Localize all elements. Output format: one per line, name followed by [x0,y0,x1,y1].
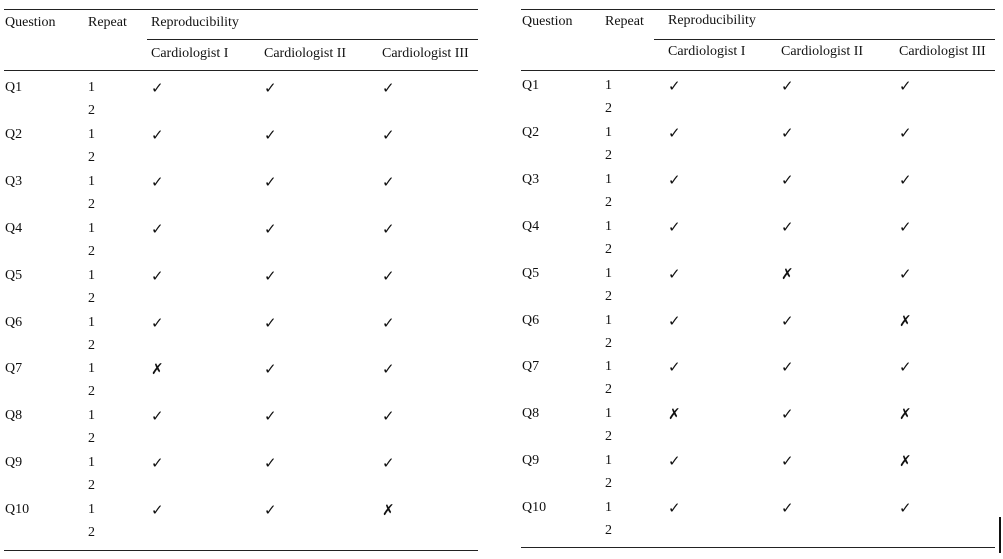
cardiologist-1-mark: ✓ [151,501,164,520]
header-cardiologist-1: Cardiologist I [151,46,229,61]
cardiologist-1-mark: ✓ [668,264,681,283]
cardiologist-1-mark: ✓ [668,217,681,236]
repeat-2: 2 [605,523,612,539]
question-label: Q7 [522,359,540,375]
repeat-1: 1 [605,500,612,516]
question-label: Q1 [522,78,540,93]
repeat-1: 1 [88,361,95,377]
question-label: Q6 [522,312,540,328]
cardiologist-3-mark: ✓ [899,77,912,95]
cardiologist-2-mark: ✓ [781,499,794,518]
cardiologist-3-mark: ✓ [382,266,395,285]
cardiologist-3-mark: ✗ [899,452,912,471]
repeat-1: 1 [88,267,95,283]
header-bottom-rule [521,70,995,71]
repeat-2: 2 [605,147,612,163]
repeat-1: 1 [605,453,612,469]
cardiologist-2-mark: ✓ [264,313,277,332]
cardiologist-3-mark: ✓ [899,499,912,518]
group-header-rule [147,39,478,40]
repeat-2: 2 [88,149,95,165]
header-repeat: Repeat [88,15,127,30]
repeat-2: 2 [88,103,95,118]
repeat-1: 1 [605,265,612,281]
repeat-2: 2 [605,382,612,398]
cardiologist-1-mark: ✓ [668,358,681,377]
cardiologist-1-mark: ✓ [151,313,164,332]
question-label: Q2 [5,126,23,142]
repeat-1: 1 [88,173,95,189]
cardiologist-2-mark: ✓ [781,123,794,142]
cardiologist-2-mark: ✓ [264,407,277,426]
cardiologist-2-mark: ✓ [264,172,277,191]
cardiologist-3-mark: ✓ [899,123,912,142]
header-question: Question [522,14,573,29]
cardiologist-2-mark: ✓ [781,358,794,377]
repeat-1: 1 [605,359,612,375]
question-label: Q6 [5,314,23,330]
cardiologist-2-mark: ✓ [781,311,794,330]
cardiologist-2-mark: ✓ [264,360,277,379]
cardiologist-2-mark: ✓ [781,77,794,95]
cardiologist-3-mark: ✓ [899,170,912,189]
cardiologist-1-mark: ✓ [668,77,681,95]
cardiologist-3-mark: ✗ [382,501,395,520]
header-bottom-rule [4,70,478,71]
cardiologist-3-mark: ✓ [899,358,912,377]
question-label: Q10 [522,500,547,516]
question-label: Q3 [5,173,23,189]
question-label: Q4 [522,218,540,234]
table-top-rule [4,9,478,10]
cardiologist-2-mark: ✓ [264,219,277,238]
repeat-2: 2 [88,243,95,259]
cardiologist-2-mark: ✓ [264,79,277,97]
repeat-1: 1 [605,171,612,187]
question-label: Q7 [5,361,23,377]
cardiologist-3-mark: ✓ [382,454,395,473]
cardiologist-3-mark: ✓ [382,219,395,238]
question-label: Q9 [522,453,540,469]
cardiologist-1-mark: ✓ [668,170,681,189]
question-label: Q9 [5,455,23,471]
question-label: Q8 [5,408,23,424]
repeat-2: 2 [88,384,95,400]
cardiologist-1-mark: ✓ [668,123,681,142]
header-cardiologist-1: Cardiologist I [668,44,746,59]
repeat-2: 2 [88,525,95,541]
cardiologist-1-mark: ✓ [151,219,164,238]
table-bottom-rule [521,547,995,548]
header-question: Question [5,15,56,30]
repeat-2: 2 [605,194,612,210]
cardiologist-3-mark: ✗ [899,311,912,330]
question-label: Q10 [5,502,30,518]
header-cardiologist-2: Cardiologist II [264,46,347,61]
repeat-1: 1 [88,220,95,236]
cardiologist-2-mark: ✓ [781,452,794,471]
repeat-2: 2 [605,476,612,492]
cardiologist-1-mark: ✓ [668,452,681,471]
cardiologist-1-mark: ✗ [151,360,164,379]
cardiologist-3-mark: ✓ [382,313,395,332]
repeat-1: 1 [605,124,612,140]
header-cardiologist-3: Cardiologist III [382,46,469,61]
question-label: Q5 [5,267,23,283]
repeat-1: 1 [88,80,95,95]
header-cardiologist-2: Cardiologist II [781,44,864,59]
group-header-rule [654,39,995,40]
repeat-1: 1 [88,314,95,330]
repeat-1: 1 [605,406,612,422]
header-repeat: Repeat [605,14,644,29]
cardiologist-3-mark: ✓ [899,264,912,283]
header-reproducibility: Reproducibility [151,15,239,30]
cardiologist-2-mark: ✓ [264,125,277,144]
cardiologist-1-mark: ✓ [151,125,164,144]
repeat-1: 1 [88,126,95,142]
repeat-1: 1 [605,218,612,234]
cardiologist-2-mark: ✓ [781,405,794,424]
question-label: Q2 [522,124,540,140]
header-cardiologist-3: Cardiologist III [899,44,986,59]
cardiologist-1-mark: ✓ [668,499,681,518]
cardiologist-3-mark: ✓ [382,172,395,191]
cardiologist-3-mark: ✓ [382,407,395,426]
repeat-2: 2 [88,431,95,447]
repeat-2: 2 [88,196,95,212]
repeat-2: 2 [88,290,95,306]
repeat-2: 2 [605,288,612,304]
repeat-2: 2 [605,241,612,257]
cardiologist-2-mark: ✓ [781,170,794,189]
repeat-1: 1 [88,502,95,518]
question-label: Q4 [5,220,23,236]
cardiologist-1-mark: ✓ [151,454,164,473]
repeat-2: 2 [605,101,612,116]
repeat-1: 1 [605,312,612,328]
cardiologist-2-mark: ✓ [264,454,277,473]
repeat-2: 2 [605,335,612,351]
cardiologist-1-mark: ✓ [668,311,681,330]
cardiologist-1-mark: ✓ [151,266,164,285]
repeat-2: 2 [88,337,95,353]
repeat-1: 1 [88,408,95,424]
cardiologist-3-mark: ✓ [382,125,395,144]
cardiologist-1-mark: ✓ [151,172,164,191]
question-label: Q8 [522,406,540,422]
cardiologist-2-mark: ✓ [781,217,794,236]
repeat-1: 1 [88,455,95,471]
cardiologist-1-mark: ✓ [151,407,164,426]
question-label: Q1 [5,80,23,95]
header-reproducibility: Reproducibility [668,13,756,28]
cardiologist-1-mark: ✗ [668,405,681,424]
cardiologist-3-mark: ✓ [382,360,395,379]
repeat-2: 2 [88,478,95,494]
cardiologist-3-mark: ✓ [382,79,395,97]
page-edge-mark [999,517,1001,553]
cardiologist-2-mark: ✗ [781,264,794,283]
question-label: Q5 [522,265,540,281]
table-bottom-rule [4,550,478,551]
repeat-2: 2 [605,429,612,445]
repeat-1: 1 [605,78,612,93]
cardiologist-2-mark: ✓ [264,501,277,520]
cardiologist-3-mark: ✗ [899,405,912,424]
question-label: Q3 [522,171,540,187]
cardiologist-2-mark: ✓ [264,266,277,285]
table-top-rule [521,9,995,10]
cardiologist-3-mark: ✓ [899,217,912,236]
cardiologist-1-mark: ✓ [151,79,164,97]
